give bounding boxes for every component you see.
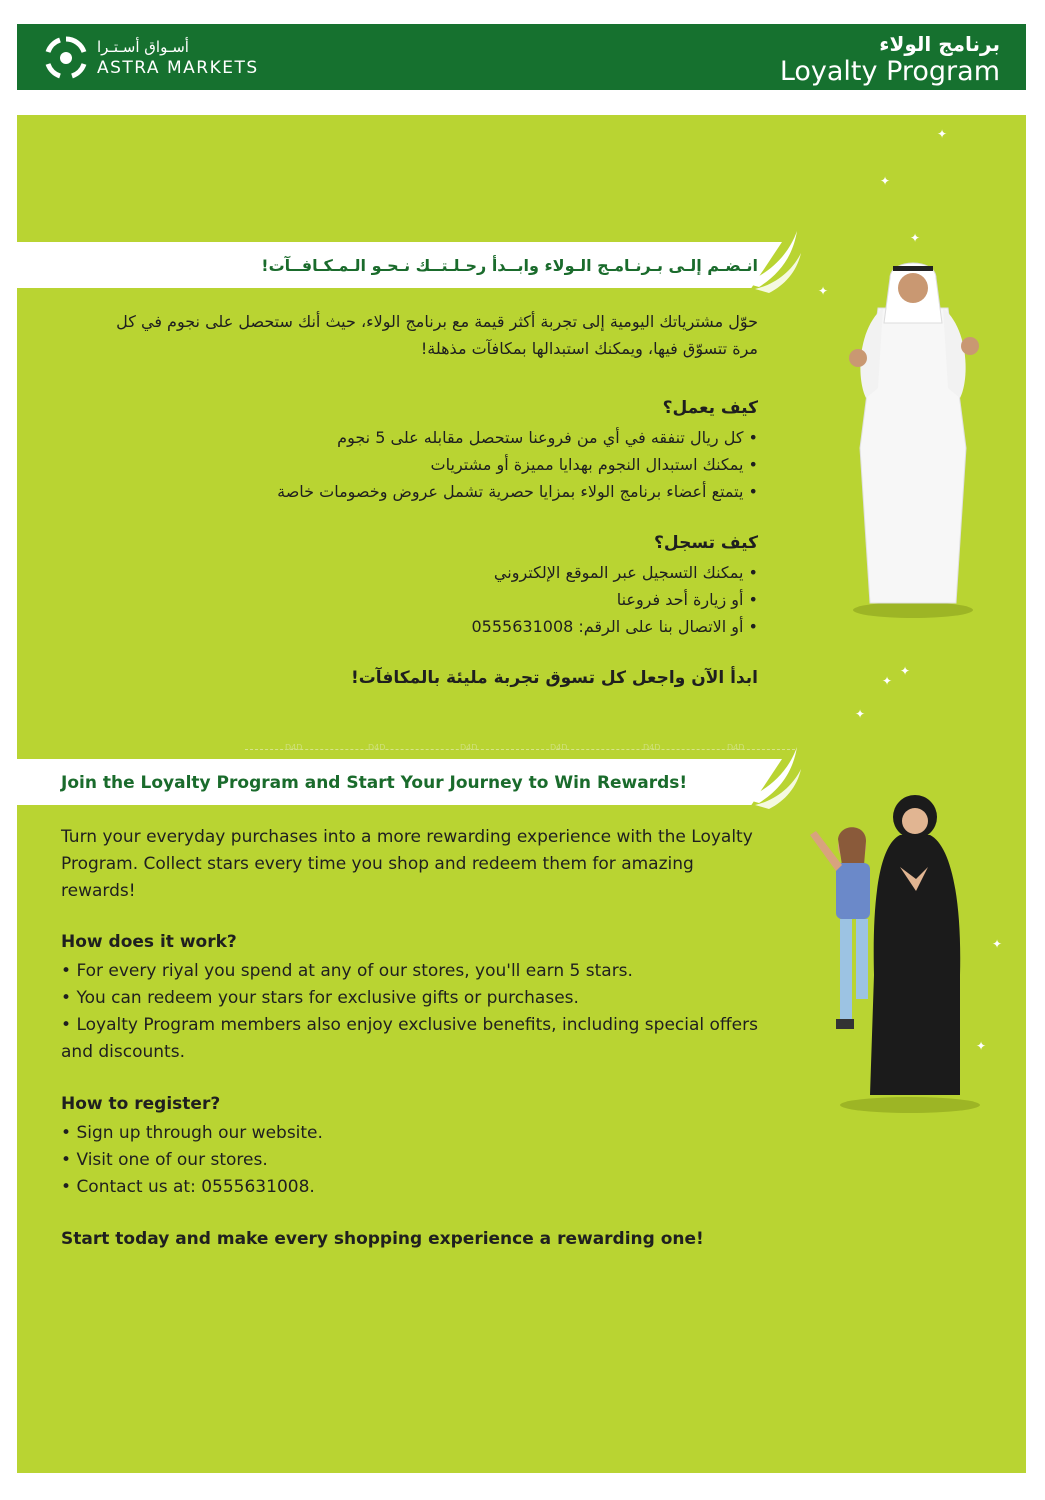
english-register-heading: How to register? — [61, 1094, 221, 1114]
list-item: • Sign up through our website. — [61, 1120, 761, 1147]
program-title-arabic: برنامج الولاء — [879, 32, 1000, 56]
logo-english-text: ASTRA MARKETS — [97, 58, 259, 78]
arabic-register-heading: كيف تسجل؟ — [654, 533, 758, 553]
english-intro: Turn your everyday purchases into a more rewarding experience with the Loyalty Program. Collect stars every time you shop and redeem them for amazing rewards! — [61, 827, 753, 901]
list-item: • يتمتع أعضاء برنامج الولاء بمزايا حصرية تشمل عروض وخصومات خاصة — [138, 478, 758, 505]
watermark-text: D4D — [727, 743, 745, 752]
english-how-list — [61, 958, 761, 1066]
english-how-heading: How does it work? — [61, 932, 237, 952]
list-item: • أو زيارة أحد فروعنا — [138, 586, 758, 613]
arabic-title: انـضـم إلـى بـرنـامـج الـولاء وابــدأ رحـلـتــك نـحـو الـمـكـافــآت! — [261, 256, 758, 275]
list-item: • يمكنك استبدال النجوم بهدايا مميزة أو مشتريات — [138, 451, 758, 478]
list-item: • Visit one of our stores. — [61, 1147, 761, 1174]
man-in-thobe-figure — [838, 248, 988, 618]
arabic-how-list — [138, 424, 758, 505]
program-title-english: Loyalty Program — [779, 56, 1000, 87]
watermark-text: D4D — [460, 743, 478, 752]
sparkle-icon: ✦ — [976, 1039, 987, 1053]
sparkle-icon: ✦ — [882, 674, 893, 688]
arabic-closing: ابدأ الآن واجعل كل تسوق تجربة مليئة بالمكافآت! — [350, 668, 758, 688]
swoosh-icon — [735, 741, 805, 811]
logo-arabic-text: أسـواق أسـتـرا — [97, 38, 189, 56]
arabic-register-list — [138, 559, 758, 640]
arabic-intro: حوّل مشترياتك اليومية إلى تجربة أكثر قيمة مع برنامج الولاء، حيث أنك ستحصل على نجوم في كل مرة تتسوّق فيها، ويمكنك استبدالها بمكافآت مذهلة! — [116, 312, 758, 358]
watermark-text: D4D — [550, 743, 568, 752]
sparkle-icon: ✦ — [992, 937, 1003, 951]
list-item: • كل ريال تنفقه في أي من فروعنا ستحصل مقابله على 5 نجوم — [138, 424, 758, 451]
woman-and-girl-figure — [800, 775, 985, 1115]
list-item: • You can redeem your stars for exclusive gifts or purchases. — [61, 985, 761, 1012]
sparkle-icon: ✦ — [937, 127, 948, 141]
sparkle-icon: ✦ — [900, 664, 911, 678]
list-item: • For every riyal you spend at any of our stores, you'll earn 5 stars. — [61, 958, 761, 985]
english-title: Join the Loyalty Program and Start Your Journey to Win Rewards! — [61, 773, 688, 793]
header-bar — [17, 24, 1026, 90]
list-item: • يمكنك التسجيل عبر الموقع الإلكتروني — [138, 559, 758, 586]
arabic-how-heading: كيف يعمل؟ — [662, 398, 758, 418]
sparkle-icon: ✦ — [880, 174, 891, 188]
list-item[interactable]: • Contact us at: 0555631008. — [61, 1174, 761, 1201]
sparkle-icon: ✦ — [855, 707, 866, 721]
list-item: • Loyalty Program members also enjoy exclusive benefits, including special offers and discounts. — [61, 1012, 761, 1066]
sparkle-icon: ✦ — [910, 231, 921, 245]
english-register-list — [61, 1120, 761, 1201]
list-item[interactable]: • أو الاتصال بنا على الرقم: 0555631008 — [138, 613, 758, 640]
watermark-text: D4D — [368, 743, 386, 752]
astra-markets-logo[interactable] — [43, 35, 273, 81]
watermark-text: D4D — [285, 743, 303, 752]
watermark-text: D4D — [643, 743, 661, 752]
astra-logo-icon — [43, 35, 89, 81]
english-closing: Start today and make every shopping experience a rewarding one! — [61, 1229, 704, 1249]
divider-line — [245, 749, 795, 750]
sparkle-icon: ✦ — [818, 284, 829, 298]
